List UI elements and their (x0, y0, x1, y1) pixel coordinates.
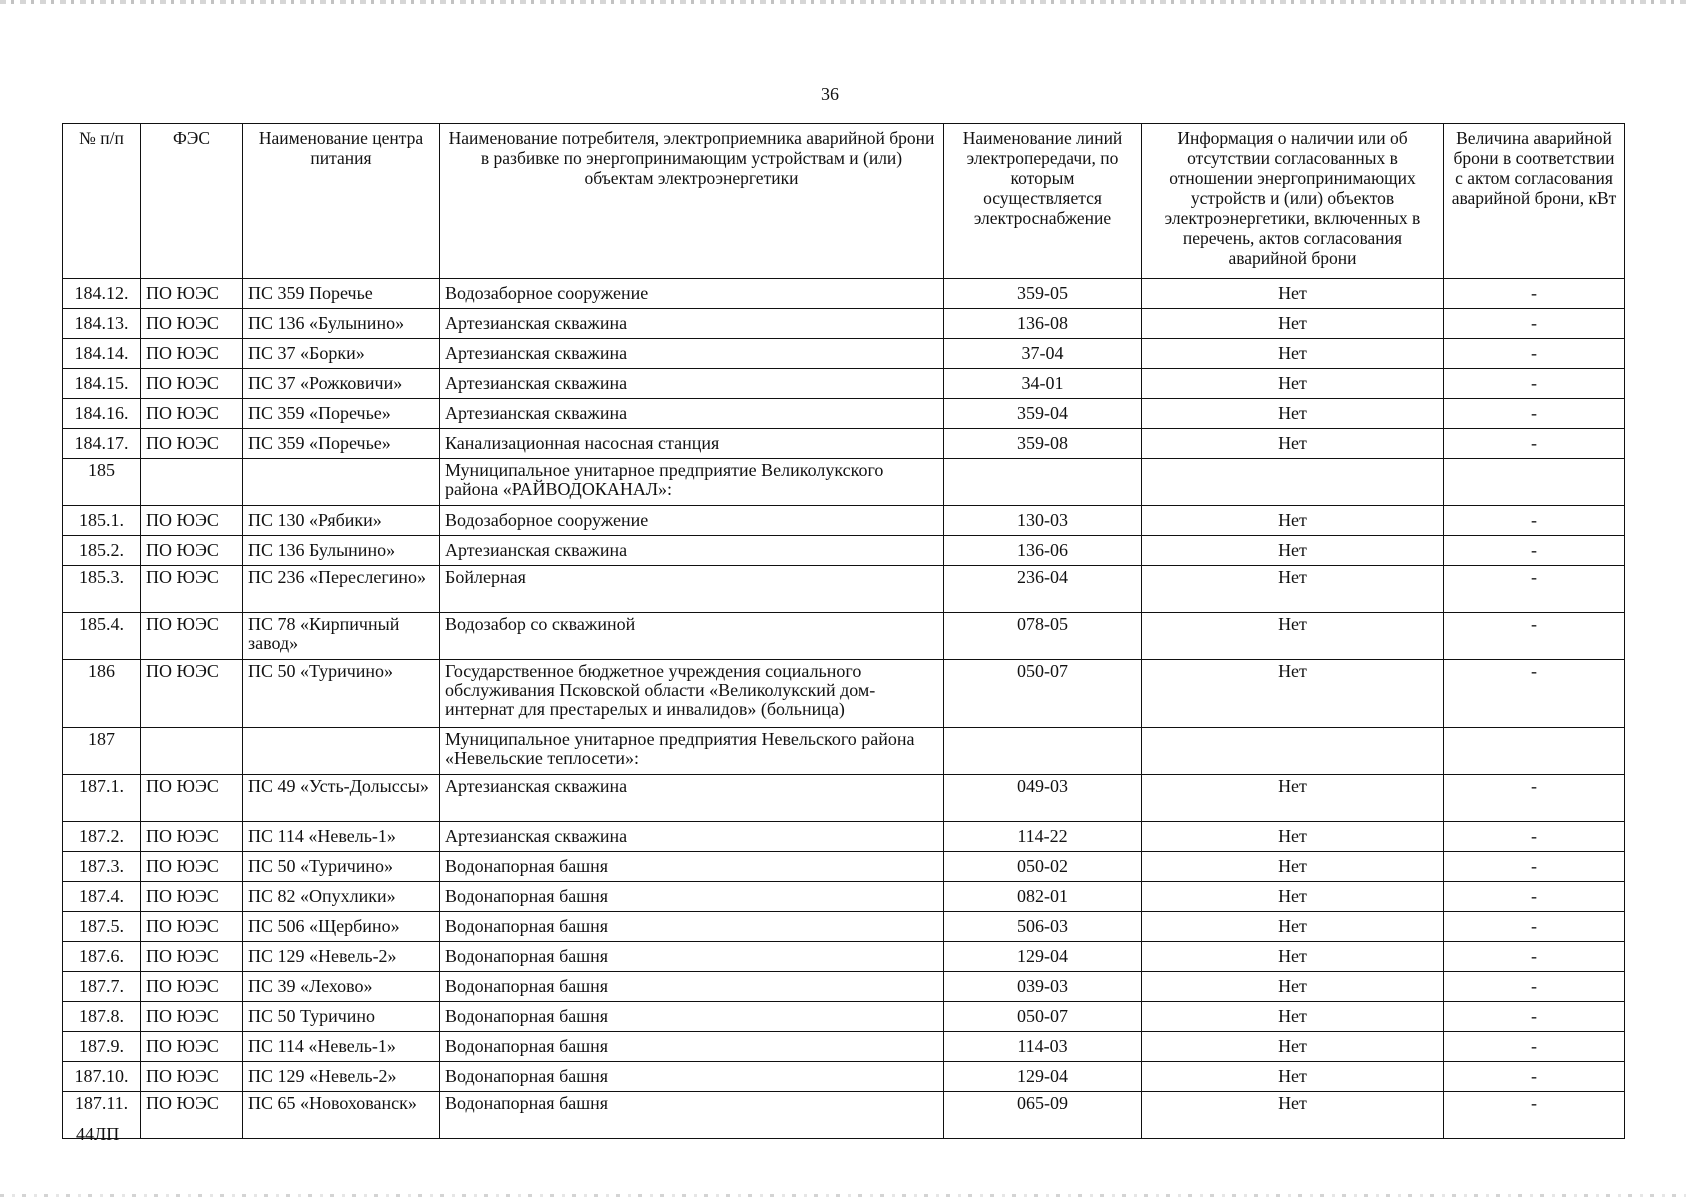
cell-reserve-value: - (1444, 279, 1625, 309)
cell-agreement-info: Нет (1142, 613, 1444, 660)
cell-agreement-info: Нет (1142, 279, 1444, 309)
cell-power-line: 065-09 (944, 1092, 1142, 1139)
table-row (63, 279, 1625, 309)
cell-fes: ПО ЮЭС (141, 279, 243, 309)
cell-number: 187.1. (63, 775, 141, 822)
cell-number: 187.8. (63, 1002, 141, 1032)
cell-power-center: ПС 129 «Невель-2» (243, 1062, 440, 1092)
table-row (63, 942, 1625, 972)
table-row (63, 536, 1625, 566)
cell-reserve-value: - (1444, 369, 1625, 399)
cell-power-line: 37-04 (944, 339, 1142, 369)
page-number: 36 (821, 84, 839, 104)
table-row (63, 429, 1625, 459)
cell-power-line: 114-03 (944, 1032, 1142, 1062)
cell-number: 186 (63, 660, 141, 728)
cell-reserve-value: - (1444, 1032, 1625, 1062)
cell-agreement-info (1142, 728, 1444, 775)
scan-edge-top (0, 0, 1686, 4)
cell-number: 187.11. (63, 1092, 141, 1139)
cell-fes: ПО ЮЭС (141, 942, 243, 972)
cell-reserve-value: - (1444, 912, 1625, 942)
cell-agreement-info: Нет (1142, 1062, 1444, 1092)
cell-consumer: Артезианская скважина (440, 536, 944, 566)
cell-fes: ПО ЮЭС (141, 1032, 243, 1062)
cell-power-center (243, 459, 440, 506)
cell-consumer: Артезианская скважина (440, 309, 944, 339)
cell-consumer: Канализационная насосная станция (440, 429, 944, 459)
cell-agreement-info: Нет (1142, 536, 1444, 566)
cell-agreement-info (1142, 459, 1444, 506)
cell-power-center: ПС 359 «Поречье» (243, 429, 440, 459)
cell-power-line (944, 459, 1142, 506)
cell-agreement-info: Нет (1142, 912, 1444, 942)
table-row (63, 728, 1625, 775)
header-num: № п/п (63, 124, 141, 279)
cell-power-line: 236-04 (944, 566, 1142, 613)
cell-number: 185.1. (63, 506, 141, 536)
cell-fes: ПО ЮЭС (141, 822, 243, 852)
cell-reserve-value: - (1444, 613, 1625, 660)
cell-reserve-value (1444, 459, 1625, 506)
cell-reserve-value: - (1444, 1002, 1625, 1032)
cell-consumer: Водозаборное сооружение (440, 506, 944, 536)
cell-power-center: ПС 506 «Щербино» (243, 912, 440, 942)
cell-power-line: 130-03 (944, 506, 1142, 536)
cell-consumer: Водонапорная башня (440, 1062, 944, 1092)
cell-fes: ПО ЮЭС (141, 536, 243, 566)
header-reserve-value: Величина аварийной брони в соответствии с актом согласования аварийной брони, кВт (1444, 124, 1625, 279)
cell-agreement-info: Нет (1142, 429, 1444, 459)
cell-number: 184.14. (63, 339, 141, 369)
cell-fes: ПО ЮЭС (141, 882, 243, 912)
cell-power-center: ПС 65 «Новохованск» (243, 1092, 440, 1139)
table-header-row (63, 124, 1625, 279)
cell-consumer: Муниципальное унитарное предприятие Великолукского района «РАЙВОДОКАНАЛ»: (440, 459, 944, 506)
cell-fes: ПО ЮЭС (141, 506, 243, 536)
cell-power-line: 34-01 (944, 369, 1142, 399)
cell-power-center (243, 728, 440, 775)
cell-consumer: Водонапорная башня (440, 882, 944, 912)
cell-number: 184.15. (63, 369, 141, 399)
cell-fes: ПО ЮЭС (141, 912, 243, 942)
table-row (63, 1062, 1625, 1092)
cell-power-line: 129-04 (944, 942, 1142, 972)
cell-reserve-value: - (1444, 882, 1625, 912)
cell-power-line: 506-03 (944, 912, 1142, 942)
cell-fes: ПО ЮЭС (141, 429, 243, 459)
cell-reserve-value: - (1444, 775, 1625, 822)
cell-number: 185.2. (63, 536, 141, 566)
cell-reserve-value: - (1444, 1092, 1625, 1139)
cell-power-center: ПС 359 «Поречье» (243, 399, 440, 429)
cell-power-center: ПС 37 «Борки» (243, 339, 440, 369)
table-row (63, 972, 1625, 1002)
cell-power-line: 136-08 (944, 309, 1142, 339)
cell-reserve-value: - (1444, 822, 1625, 852)
cell-fes: ПО ЮЭС (141, 775, 243, 822)
cell-power-line: 129-04 (944, 1062, 1142, 1092)
cell-fes: ПО ЮЭС (141, 369, 243, 399)
cell-number: 187.7. (63, 972, 141, 1002)
cell-power-line: 359-05 (944, 279, 1142, 309)
cell-number: 187.4. (63, 882, 141, 912)
cell-agreement-info: Нет (1142, 339, 1444, 369)
cell-reserve-value (1444, 728, 1625, 775)
cell-power-line: 039-03 (944, 972, 1142, 1002)
cell-power-line: 359-04 (944, 399, 1142, 429)
table-row (63, 506, 1625, 536)
cell-agreement-info: Нет (1142, 399, 1444, 429)
cell-power-center: ПС 136 Булынино» (243, 536, 440, 566)
cell-fes: ПО ЮЭС (141, 1002, 243, 1032)
cell-agreement-info: Нет (1142, 1092, 1444, 1139)
cell-power-center: ПС 236 «Переслегино» (243, 566, 440, 613)
cell-agreement-info: Нет (1142, 369, 1444, 399)
cell-fes: ПО ЮЭС (141, 1092, 243, 1139)
cell-reserve-value: - (1444, 852, 1625, 882)
header-agreement-info: Информация о наличии или об отсутствии согласованных в отношении энергопринимающих устройств и (или) объектов электроэнергетики, включенных в перечень, актов согласования аварийной брони (1142, 124, 1444, 279)
cell-number: 184.13. (63, 309, 141, 339)
cell-fes: ПО ЮЭС (141, 660, 243, 728)
cell-number: 184.16. (63, 399, 141, 429)
cell-fes: ПО ЮЭС (141, 972, 243, 1002)
table-row (63, 309, 1625, 339)
table-row (63, 566, 1625, 613)
cell-power-line: 050-07 (944, 1002, 1142, 1032)
table-row (63, 339, 1625, 369)
footer-code: 44ЛП (76, 1124, 120, 1144)
cell-power-line (944, 728, 1142, 775)
cell-fes: ПО ЮЭС (141, 852, 243, 882)
cell-power-center: ПС 39 «Лехово» (243, 972, 440, 1002)
cell-number: 187.3. (63, 852, 141, 882)
cell-power-center: ПС 50 «Туричино» (243, 852, 440, 882)
cell-number: 187.5. (63, 912, 141, 942)
cell-reserve-value: - (1444, 972, 1625, 1002)
cell-power-line: 050-02 (944, 852, 1142, 882)
cell-consumer: Артезианская скважина (440, 822, 944, 852)
cell-power-center: ПС 136 «Булынино» (243, 309, 440, 339)
cell-agreement-info: Нет (1142, 822, 1444, 852)
table-row (63, 399, 1625, 429)
cell-consumer: Водонапорная башня (440, 942, 944, 972)
cell-number: 185 (63, 459, 141, 506)
cell-consumer: Водонапорная башня (440, 852, 944, 882)
cell-number: 184.17. (63, 429, 141, 459)
scan-edge-bottom (0, 1194, 1686, 1197)
table-row (63, 613, 1625, 660)
cell-consumer: Водонапорная башня (440, 1092, 944, 1139)
cell-reserve-value: - (1444, 309, 1625, 339)
table-row (63, 369, 1625, 399)
table-row (63, 822, 1625, 852)
cell-power-line: 078-05 (944, 613, 1142, 660)
cell-agreement-info: Нет (1142, 775, 1444, 822)
cell-number: 187.6. (63, 942, 141, 972)
cell-consumer: Водонапорная башня (440, 1002, 944, 1032)
table-body (63, 279, 1625, 1139)
cell-fes: ПО ЮЭС (141, 309, 243, 339)
table-row (63, 1002, 1625, 1032)
cell-power-line: 082-01 (944, 882, 1142, 912)
cell-reserve-value: - (1444, 339, 1625, 369)
cell-power-line: 136-06 (944, 536, 1142, 566)
table-row (63, 1032, 1625, 1062)
table-row (63, 882, 1625, 912)
cell-agreement-info: Нет (1142, 1002, 1444, 1032)
cell-consumer: Артезианская скважина (440, 775, 944, 822)
cell-power-center: ПС 50 Туричино (243, 1002, 440, 1032)
cell-agreement-info: Нет (1142, 506, 1444, 536)
cell-power-center: ПС 78 «Кирпичный завод» (243, 613, 440, 660)
cell-fes (141, 459, 243, 506)
cell-reserve-value: - (1444, 1062, 1625, 1092)
cell-power-center: ПС 114 «Невель-1» (243, 822, 440, 852)
cell-number: 187.9. (63, 1032, 141, 1062)
cell-number: 184.12. (63, 279, 141, 309)
cell-consumer: Бойлерная (440, 566, 944, 613)
cell-consumer: Артезианская скважина (440, 339, 944, 369)
cell-agreement-info: Нет (1142, 660, 1444, 728)
cell-consumer: Водонапорная башня (440, 1032, 944, 1062)
cell-consumer: Государственное бюджетное учреждения социального обслуживания Псковской области «Великолукский дом-интернат для престарелых и инвалидов» (больница) (440, 660, 944, 728)
cell-consumer: Артезианская скважина (440, 369, 944, 399)
cell-consumer: Водонапорная башня (440, 972, 944, 1002)
table-row (63, 912, 1625, 942)
cell-power-center: ПС 50 «Туричино» (243, 660, 440, 728)
cell-agreement-info: Нет (1142, 309, 1444, 339)
cell-power-line: 049-03 (944, 775, 1142, 822)
cell-fes: ПО ЮЭС (141, 339, 243, 369)
table-row (63, 1092, 1625, 1139)
emergency-reserve-table (62, 123, 1625, 1139)
header-power-lines: Наименование линий электропередачи, по которым осуществляется электроснабжение (944, 124, 1142, 279)
cell-reserve-value: - (1444, 536, 1625, 566)
cell-reserve-value: - (1444, 399, 1625, 429)
cell-reserve-value: - (1444, 660, 1625, 728)
cell-power-line: 359-08 (944, 429, 1142, 459)
cell-number: 187 (63, 728, 141, 775)
cell-fes: ПО ЮЭС (141, 613, 243, 660)
cell-fes (141, 728, 243, 775)
header-consumer: Наименование потребителя, электроприемника аварийной брони в разбивке по энергопринимающим устройствам и (или) объектам электроэнергетики (440, 124, 944, 279)
cell-fes: ПО ЮЭС (141, 1062, 243, 1092)
table-row (63, 459, 1625, 506)
cell-consumer: Муниципальное унитарное предприятия Невельского района «Невельские теплосети»: (440, 728, 944, 775)
cell-agreement-info: Нет (1142, 972, 1444, 1002)
cell-power-center: ПС 37 «Рожковичи» (243, 369, 440, 399)
cell-reserve-value: - (1444, 429, 1625, 459)
header-power-center: Наименование центра питания (243, 124, 440, 279)
table-row (63, 775, 1625, 822)
cell-power-center: ПС 359 Поречье (243, 279, 440, 309)
cell-power-center: ПС 49 «Усть-Долыссы» (243, 775, 440, 822)
cell-fes: ПО ЮЭС (141, 399, 243, 429)
cell-agreement-info: Нет (1142, 942, 1444, 972)
cell-number: 187.2. (63, 822, 141, 852)
cell-reserve-value: - (1444, 942, 1625, 972)
cell-power-center: ПС 82 «Опухлики» (243, 882, 440, 912)
cell-consumer: Водозаборное сооружение (440, 279, 944, 309)
cell-consumer: Водонапорная башня (440, 912, 944, 942)
cell-agreement-info: Нет (1142, 566, 1444, 613)
cell-power-center: ПС 114 «Невель-1» (243, 1032, 440, 1062)
cell-agreement-info: Нет (1142, 882, 1444, 912)
cell-fes: ПО ЮЭС (141, 566, 243, 613)
cell-number: 187.10. (63, 1062, 141, 1092)
table-row (63, 660, 1625, 728)
cell-power-center: ПС 129 «Невель-2» (243, 942, 440, 972)
table-row (63, 852, 1625, 882)
cell-consumer: Артезианская скважина (440, 399, 944, 429)
cell-agreement-info: Нет (1142, 852, 1444, 882)
cell-agreement-info: Нет (1142, 1032, 1444, 1062)
cell-consumer: Водозабор со скважиной (440, 613, 944, 660)
cell-number: 185.4. (63, 613, 141, 660)
cell-power-line: 050-07 (944, 660, 1142, 728)
cell-power-center: ПС 130 «Рябики» (243, 506, 440, 536)
cell-number: 185.3. (63, 566, 141, 613)
header-fes: ФЭС (141, 124, 243, 279)
cell-reserve-value: - (1444, 566, 1625, 613)
cell-power-line: 114-22 (944, 822, 1142, 852)
cell-reserve-value: - (1444, 506, 1625, 536)
